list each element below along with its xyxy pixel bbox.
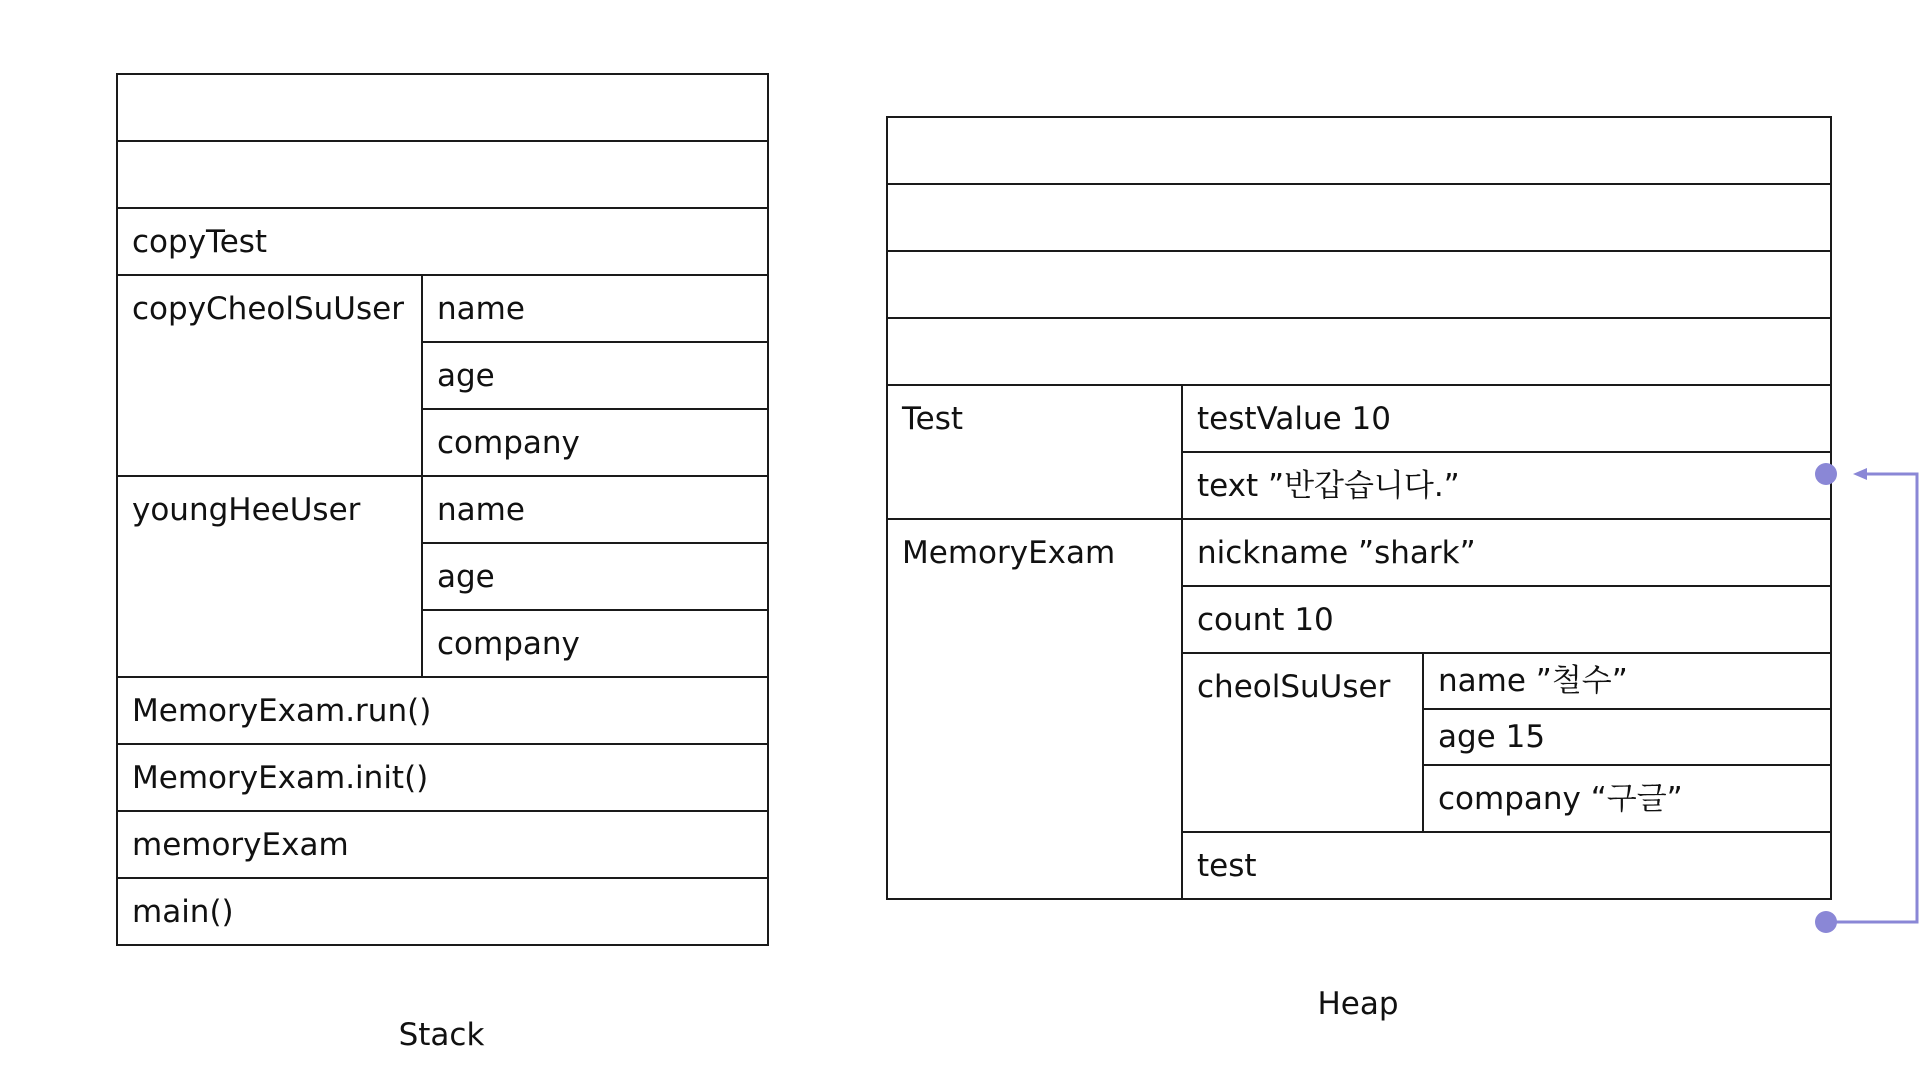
heap-cell-cheolsu-company: company “구글”: [1423, 765, 1831, 832]
stack-caption: Stack: [398, 1017, 485, 1053]
heap-cell-count: count 10: [1182, 586, 1831, 653]
stack-cell-young-hee-user-label: youngHeeUser: [117, 476, 422, 677]
stack-cell-memory-exam: memoryExam: [117, 811, 768, 878]
stack-cell-copy-cheolsu-user-name: name: [422, 275, 768, 342]
stack-cell-copy-cheolsu-user-company: company: [422, 409, 768, 476]
stack-cell-young-hee-user-name: name: [422, 476, 768, 543]
heap-caption: Heap: [1317, 986, 1399, 1022]
stack-cell-copy-cheolsu-user-age: age: [422, 342, 768, 409]
heap-cell-cheolsu-age: age 15: [1423, 709, 1831, 765]
heap-cell-nickname: nickname ”shark”: [1182, 519, 1831, 586]
heap-cell-test-label: Test: [887, 385, 1182, 519]
heap-cell-text: text ”반갑습니다.”: [1182, 452, 1831, 519]
reference-target-dot: [1815, 463, 1837, 485]
stack-cell-young-hee-user-age: age: [422, 543, 768, 610]
reference-arrowhead: [1853, 468, 1867, 480]
stack-cell-run: MemoryExam.run(): [117, 677, 768, 744]
stack-cell-young-hee-user-company: company: [422, 610, 768, 677]
stack-cell-main: main(): [117, 878, 768, 945]
stack-cell-init: MemoryExam.init(): [117, 744, 768, 811]
reference-source-dot: [1815, 911, 1837, 933]
heap-cell-test-value: testValue 10: [1182, 385, 1831, 452]
heap-cell-cheolsu-name: name ”철수”: [1423, 653, 1831, 709]
stack-cell-copy-test: copyTest: [117, 208, 768, 275]
heap-cell-test-ref: test: [1182, 832, 1831, 899]
heap-cell-memory-exam-label: MemoryExam: [887, 519, 1182, 899]
heap-cell-cheolsu-user-label: cheolSuUser: [1182, 653, 1423, 832]
stack-cell-copy-cheolsu-user-label: copyCheolSuUser: [117, 275, 422, 476]
reference-arrow-line: [1826, 474, 1917, 922]
